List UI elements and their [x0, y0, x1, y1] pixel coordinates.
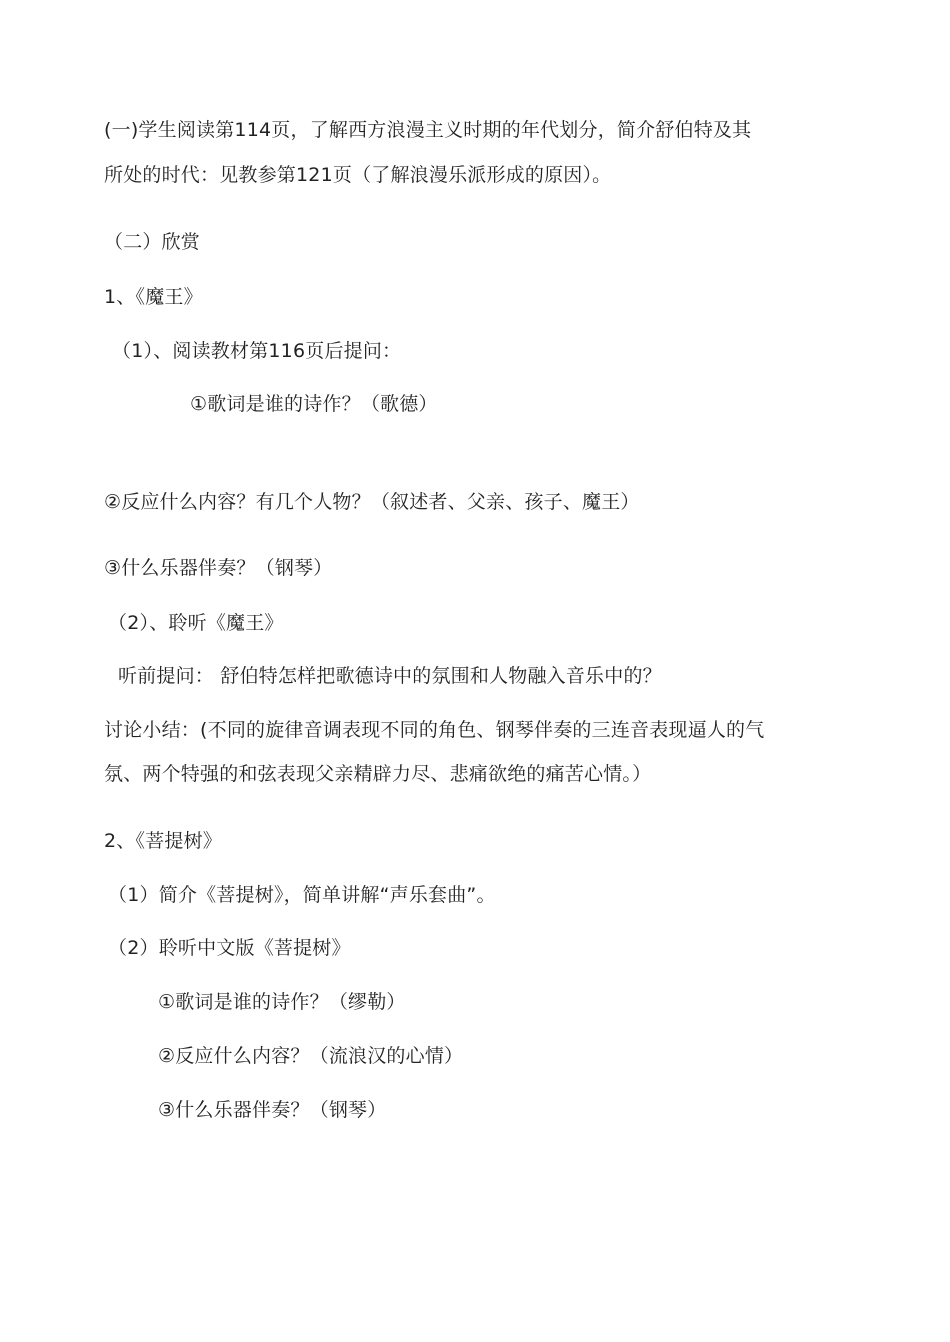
item-1-sub-2: （2）、聆听《魔王》 [108, 612, 284, 634]
item-1-title: 1、《魔王》 [104, 286, 203, 308]
item-1-question-2: ②反应什么内容？有几个人物？（叙述者、父亲、孩子、魔王） [104, 491, 640, 513]
item-1-question-1: ①歌词是谁的诗作？（歌德） [190, 393, 438, 415]
intro-line-1: (一)学生阅读第114页，了解西方浪漫主义时期的年代划分，简介舒伯特及其 [104, 119, 752, 141]
item-2-question-1: ①歌词是谁的诗作？（缪勒） [158, 991, 406, 1013]
item-2-sub-1: （1）简介《菩提树》，简单讲解“声乐套曲”。 [108, 884, 496, 906]
item-2-question-2: ②反应什么内容？（流浪汉的心情） [158, 1045, 464, 1067]
intro-line-2: 所处的时代：见教参第121页（了解浪漫乐派形成的原因）。 [104, 164, 612, 186]
item-1-summary-line-1: 讨论小结：(不同的旋律音调表现不同的角色、钢琴伴奏的三连音表现逼人的气 [104, 719, 765, 741]
item-2-sub-2: （2）聆听中文版《菩提树》 [108, 937, 351, 959]
section-heading-appreciation: （二）欣赏 [104, 231, 201, 253]
item-1-summary-line-2: 氛、两个特强的和弦表现父亲精辟力尽、悲痛欲绝的痛苦心情。） [104, 763, 652, 785]
item-2-title: 2、《菩提树》 [104, 830, 222, 852]
item-1-sub-1: （1）、阅读教材第116页后提问： [112, 340, 402, 362]
item-1-pre-question: 听前提问： 舒伯特怎样把歌德诗中的氛围和人物融入音乐中的？ [118, 665, 662, 687]
item-1-question-3: ③什么乐器伴奏？（钢琴） [104, 557, 333, 579]
item-2-question-3: ③什么乐器伴奏？（钢琴） [158, 1099, 387, 1121]
